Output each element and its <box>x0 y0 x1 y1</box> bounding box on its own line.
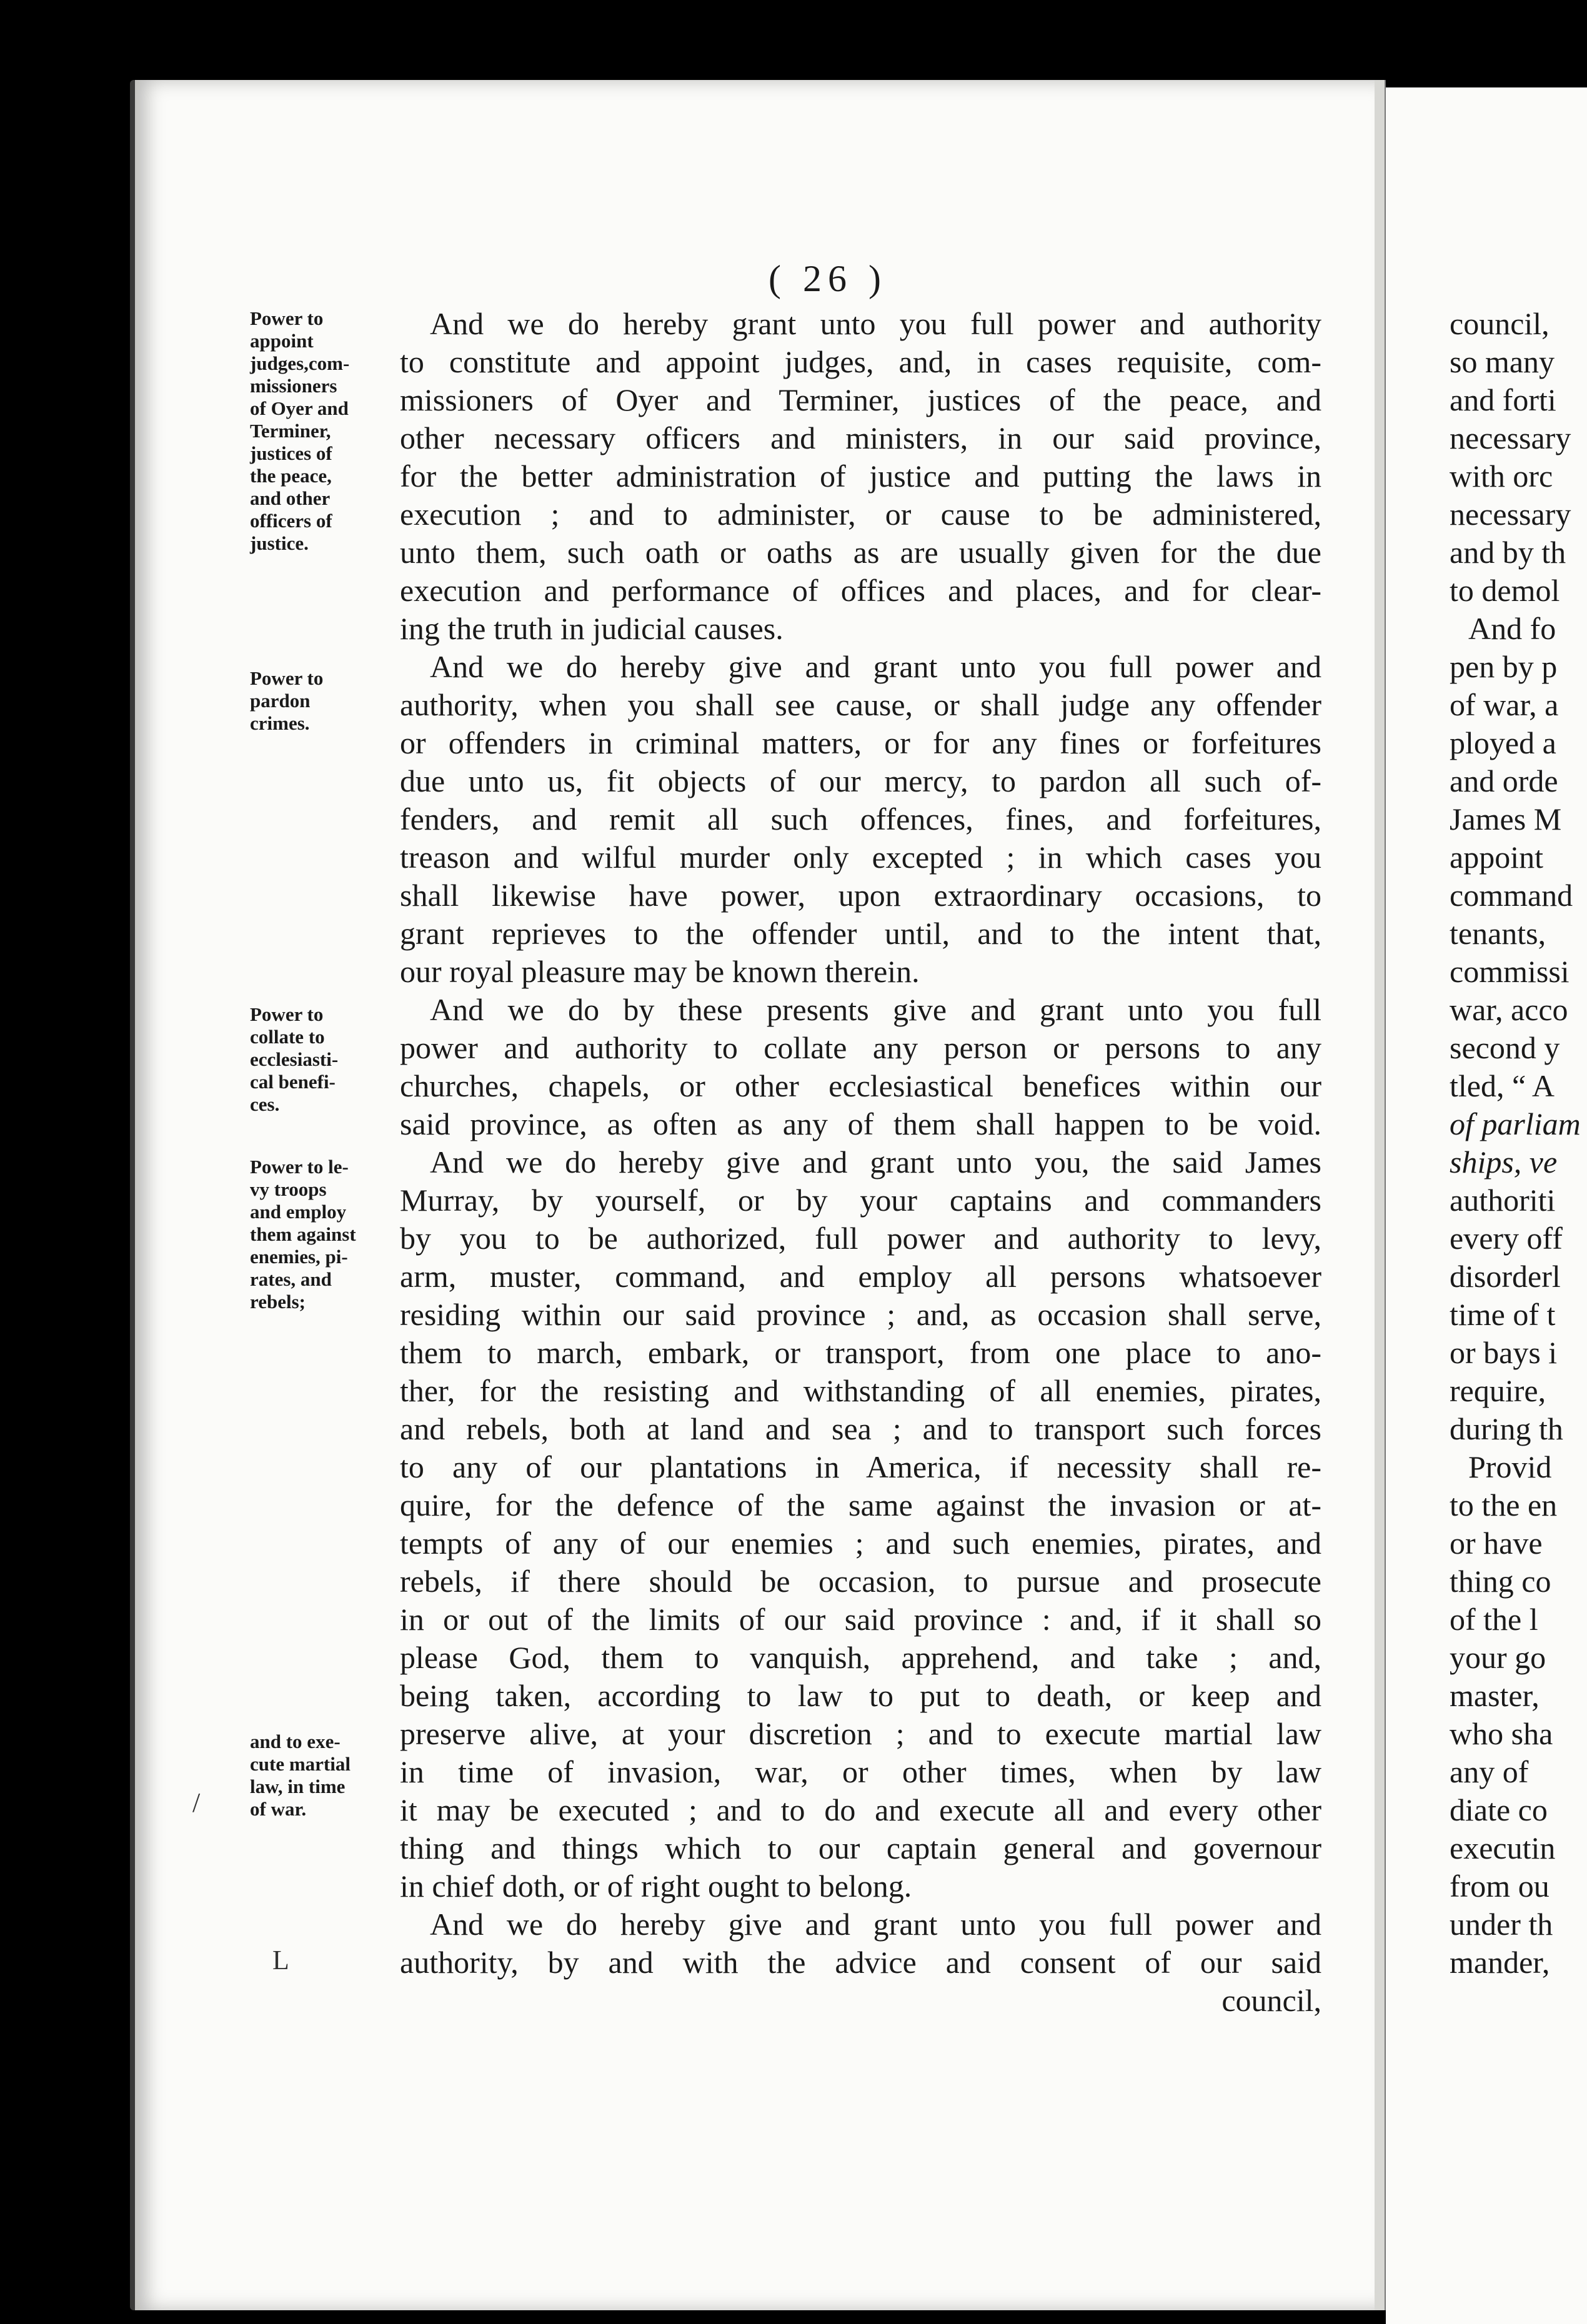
text-line: missioners of Oyer and Terminer, justices of the peace, and <box>400 382 1321 417</box>
text-line: And we do hereby grant unto you full power and authority <box>430 306 1321 341</box>
text-line: preserve alive, at your discretion ; and to execute martial law <box>400 1716 1321 1751</box>
margin-note-line: cal benefi- <box>250 1071 336 1093</box>
margin-note-line: Terminer, <box>250 420 331 442</box>
text-line: it may be executed ; and to do and execute all and every other <box>400 1792 1321 1827</box>
text-line: treason and wilful murder only excepted ; in which cases you <box>400 840 1321 875</box>
right-text-line: thing co <box>1450 1564 1551 1599</box>
text-line: execution ; and to administer, or cause to be administered, <box>400 497 1321 532</box>
right-text-line: so many <box>1450 344 1555 379</box>
text-line: for the better administration of justice and putting the laws in <box>400 459 1321 494</box>
right-text-line: tenants, <box>1450 916 1546 951</box>
text-line: And we do hereby give and grant unto you full power and <box>430 649 1321 684</box>
right-text-line: command <box>1450 878 1573 913</box>
margin-note-line: rebels; <box>250 1291 306 1313</box>
text-line: And we do hereby give and grant unto you full power and <box>430 1907 1321 1942</box>
right-text-line: appoint <box>1450 840 1543 875</box>
right-text-line: under th <box>1450 1907 1553 1942</box>
right-text-line: authoriti <box>1450 1183 1556 1218</box>
right-text-line: during th <box>1450 1411 1563 1446</box>
right-text-line: with orc <box>1450 459 1553 494</box>
margin-note-line: missioners <box>250 375 337 397</box>
right-text-line: and by th <box>1450 535 1566 570</box>
text-line: to any of our plantations in America, if necessity shall re- <box>400 1449 1321 1484</box>
text-line: unto them, such oath or oaths as are usually given for the due <box>400 535 1321 570</box>
margin-note-line: of war. <box>250 1798 307 1820</box>
text-line: churches, chapels, or other ecclesiastical benefices within our <box>400 1068 1321 1103</box>
text-line: them to march, embark, or transport, from one place to ano- <box>400 1335 1321 1370</box>
text-line: quire, for the defence of the same against the invasion or at- <box>400 1487 1321 1522</box>
pencil-mark: / <box>192 1787 201 1818</box>
right-text-line: and forti <box>1450 382 1556 417</box>
margin-note-line: collate to <box>250 1026 325 1048</box>
text-line: or offenders in criminal matters, or for any fines or forfeitures <box>400 725 1321 760</box>
right-text-line: any of <box>1450 1754 1529 1789</box>
margin-note-appoint-judges <box>250 307 412 555</box>
margin-note-line: judges,com- <box>250 352 350 374</box>
right-text-line: second y <box>1450 1030 1560 1065</box>
right-text-line: master, <box>1450 1678 1540 1713</box>
page-number: ( 26 ) <box>769 258 887 299</box>
margin-note-line: of Oyer and <box>250 397 349 419</box>
margin-note-martial-law <box>250 1731 412 1820</box>
right-text-line: war, acco <box>1450 992 1568 1027</box>
text-line: tempts of any of our enemies ; and such enemies, pirates, and <box>400 1526 1321 1561</box>
right-text-line: or bays i <box>1450 1335 1558 1370</box>
text-line: Murray, by yourself, or by your captains and commanders <box>400 1183 1321 1218</box>
right-text-line: pen by p <box>1450 649 1558 684</box>
text-line: to constitute and appoint judges, and, in cases requisite, com- <box>400 344 1321 379</box>
pencil-mark: L <box>272 1945 289 1975</box>
margin-note-line: rates, and <box>250 1268 332 1290</box>
right-page-text <box>1450 305 1587 1982</box>
right-text-line: mander, <box>1450 1945 1550 1980</box>
text-line: residing within our said province ; and, as occasion shall serve, <box>400 1297 1321 1332</box>
margin-note-line: ecclesiasti- <box>250 1048 339 1070</box>
right-text-line: every off <box>1450 1221 1563 1256</box>
right-text-line: diate co <box>1450 1792 1548 1827</box>
right-text-line: Provid <box>1468 1449 1552 1484</box>
right-text-line: ployed a <box>1450 725 1556 760</box>
page-gutter-edge <box>1375 80 1386 2310</box>
text-line: other necessary officers and ministers, in our said province, <box>400 420 1321 455</box>
text-line: And we do hereby give and grant unto you, the said James <box>430 1145 1321 1179</box>
text-line: in time of invasion, war, or other times, when by law <box>400 1754 1321 1789</box>
text-line: thing and things which to our captain general and governour <box>400 1830 1321 1865</box>
right-text-line: your go <box>1450 1640 1546 1675</box>
margin-note-line: and other <box>250 487 331 509</box>
right-text-line: and orde <box>1450 763 1558 798</box>
text-line: our royal pleasure may be known therein. <box>400 954 920 989</box>
margin-note-line: and to exe- <box>250 1731 341 1752</box>
right-text-line: who sha <box>1450 1716 1553 1751</box>
right-text-line: James M <box>1450 802 1562 837</box>
right-text-line: executin <box>1450 1830 1556 1865</box>
text-line: authority, when you shall see cause, or shall judge any offender <box>400 687 1321 722</box>
text-line: rebels, if there should be occasion, to pursue and prosecute <box>400 1564 1321 1599</box>
margin-note-line: justices of <box>250 442 332 464</box>
text-line: ther, for the resisting and withstanding of all enemies, pirates, <box>400 1373 1321 1408</box>
right-text-line: of war, a <box>1450 687 1559 722</box>
margin-note-levy-troops <box>250 1156 412 1313</box>
right-text-line: disorderl <box>1450 1259 1561 1294</box>
text-line: grant reprieves to the offender until, and to the intent that, <box>400 916 1321 951</box>
margin-note-line: Power to le- <box>250 1156 349 1178</box>
right-text-line: And fo <box>1468 611 1556 646</box>
margin-note-line: vy troops <box>250 1178 327 1200</box>
margin-note-line: and employ <box>250 1201 347 1223</box>
text-line: power and authority to collate any person or persons to any <box>400 1030 1321 1065</box>
right-text-line: time of t <box>1450 1297 1556 1332</box>
text-line: said province, as often as any of them shall happen to be void. <box>400 1106 1321 1141</box>
right-text-line: ships, ve <box>1450 1145 1558 1179</box>
text-line: ing the truth in judicial causes. <box>400 611 784 646</box>
margin-note-line: Power to <box>250 1003 324 1025</box>
right-text-line: tled, “ A <box>1450 1068 1555 1103</box>
margin-note-line: the peace, <box>250 465 332 487</box>
catchword: council, <box>1221 1983 1321 2018</box>
margin-note-line: enemies, pi- <box>250 1246 348 1268</box>
margin-note-line: law, in time <box>250 1775 346 1797</box>
text-line: in chief doth, or of right ought to belong. <box>400 1869 912 1904</box>
text-line: please God, them to vanquish, apprehend, and take ; and, <box>400 1640 1321 1675</box>
text-line: And we do by these presents give and grant unto you full <box>430 992 1321 1027</box>
margin-note-line: pardon <box>250 690 311 712</box>
margin-note-line: Power to <box>250 307 324 329</box>
margin-note-line: justice. <box>250 532 309 554</box>
right-text-line: council, <box>1450 306 1550 341</box>
right-text-line: or have <box>1450 1526 1543 1561</box>
margin-note-line: them against <box>250 1223 356 1245</box>
text-line: shall likewise have power, upon extraordinary occasions, to <box>400 878 1321 913</box>
right-text-line: from ou <box>1450 1869 1550 1904</box>
text-line: in or out of the limits of our said province : and, if it shall so <box>400 1602 1321 1637</box>
right-text-line: to the en <box>1450 1487 1558 1522</box>
margin-note-line: officers of <box>250 510 332 532</box>
text-line: being taken, according to law to put to death, or keep and <box>400 1678 1321 1713</box>
text-line: authority, by and with the advice and consent of our said <box>400 1945 1321 1980</box>
text-line: fenders, and remit all such offences, fines, and forfeitures, <box>400 802 1321 837</box>
margin-note-line: cute martial <box>250 1753 351 1775</box>
text-line: execution and performance of offices and places, and for clear- <box>400 573 1321 608</box>
right-text-line: require, <box>1450 1373 1546 1408</box>
margin-note-collate <box>250 1003 412 1116</box>
margin-note-line: appoint <box>250 330 314 352</box>
margin-note-line: crimes. <box>250 712 310 734</box>
text-line: by you to be authorized, full power and authority to levy, <box>400 1221 1321 1256</box>
right-text-line: of the l <box>1450 1602 1538 1637</box>
margin-note-line: Power to <box>250 667 324 689</box>
right-text-line: necessary <box>1450 420 1571 455</box>
right-text-line: of parliam <box>1450 1106 1581 1141</box>
right-text-line: commissi <box>1450 954 1570 989</box>
right-text-line: necessary <box>1450 497 1571 532</box>
margin-note-line: ces. <box>250 1093 280 1115</box>
margin-note-pardon <box>250 667 412 735</box>
body-text <box>400 305 1321 2020</box>
text-line: arm, muster, command, and employ all persons whatsoever <box>400 1259 1321 1294</box>
right-text-line: to demol <box>1450 573 1560 608</box>
text-line: and rebels, both at land and sea ; and to transport such forces <box>400 1411 1321 1446</box>
text-line: due unto us, fit objects of our mercy, to pardon all such of- <box>400 763 1321 798</box>
